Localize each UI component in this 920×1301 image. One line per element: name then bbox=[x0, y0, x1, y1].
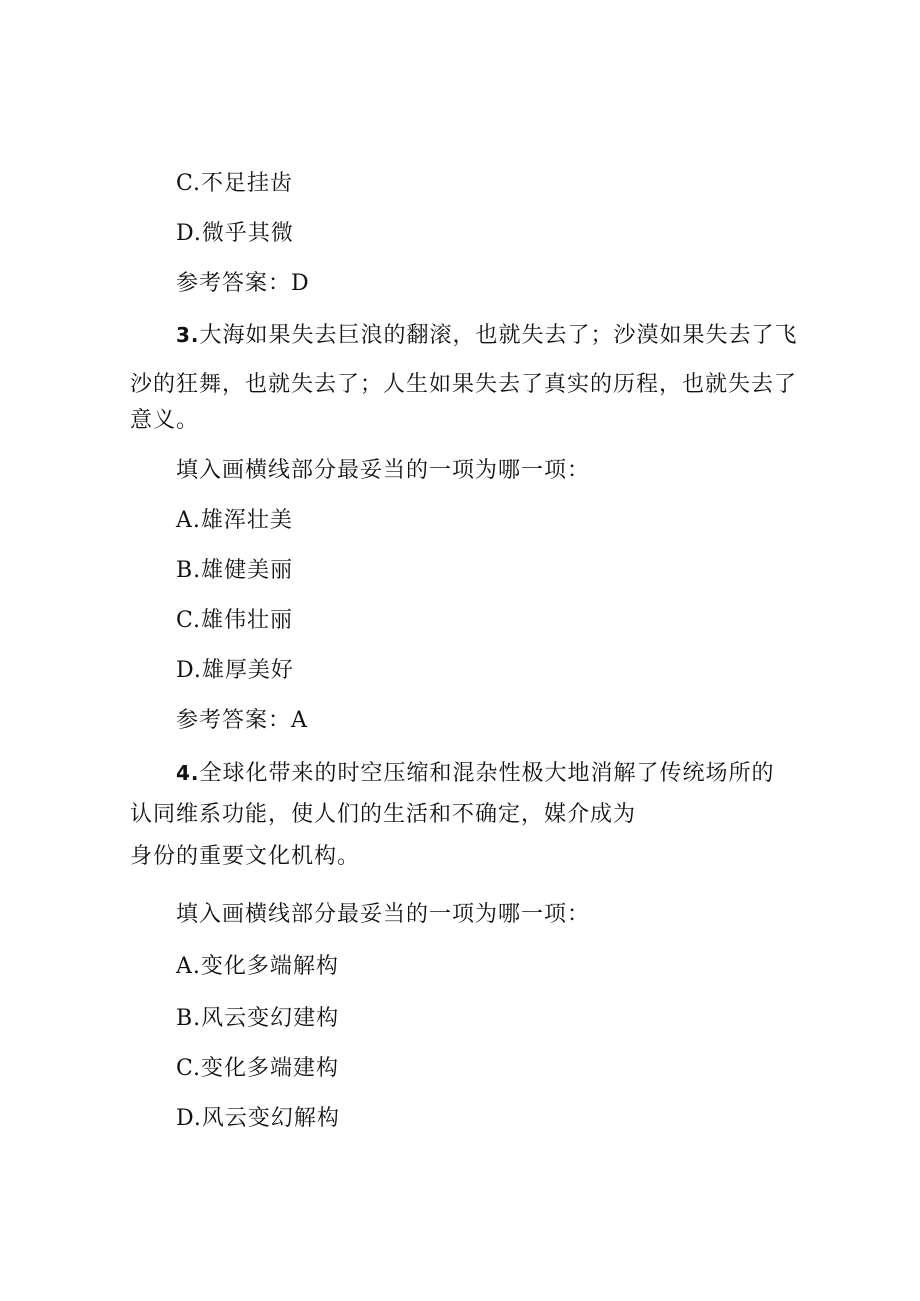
q4-stem-text1: 全球化带来的时空压缩和混杂性极大地消解了传统场所的 bbox=[199, 761, 775, 786]
q4-number: 4. bbox=[176, 761, 200, 785]
q3-stem-line1 bbox=[176, 320, 798, 351]
q4-prompt: 填入画横线部分最妥当的一项为哪一项： bbox=[176, 902, 591, 927]
q4-option-d: D.风云变幻解构 bbox=[176, 1106, 340, 1131]
q3-stem-line2: 沙的狂舞，也就失去了；人生如果失去了真实的历程，也就失去了 bbox=[130, 372, 798, 397]
q3-number: 3. bbox=[176, 323, 200, 347]
q3-option-d: D.雄厚美好 bbox=[176, 658, 294, 683]
q2-option-d: D.微乎其微 bbox=[176, 221, 294, 246]
q3-answer: 参考答案：A bbox=[176, 708, 308, 733]
q3-stem-line3: 意义。 bbox=[130, 408, 200, 433]
q3-option-b: B.雄健美丽 bbox=[176, 558, 294, 583]
q2-answer: 参考答案：D bbox=[176, 271, 310, 296]
q3-stem-text1: 大海如果失去巨浪的翻滚，也就失去了；沙漠如果失去了飞 bbox=[199, 323, 798, 348]
q4-option-c: C.变化多端建构 bbox=[176, 1056, 340, 1081]
q3-option-a: A.雄浑壮美 bbox=[176, 508, 293, 533]
q4-stem-line2: 认同维系功能，使人们的生活和不确定，媒介成为 bbox=[130, 802, 637, 827]
q2-option-c: C.不足挂齿 bbox=[176, 171, 294, 196]
q4-option-b: B.风云变幻建构 bbox=[176, 1006, 340, 1031]
q4-stem-line1 bbox=[176, 758, 775, 789]
q4-option-a: A.变化多端解构 bbox=[176, 954, 339, 979]
q3-prompt: 填入画横线部分最妥当的一项为哪一项： bbox=[176, 458, 591, 483]
q4-stem-line3: 身份的重要文化机构。 bbox=[130, 844, 361, 869]
q3-option-c: C.雄伟壮丽 bbox=[176, 608, 294, 633]
